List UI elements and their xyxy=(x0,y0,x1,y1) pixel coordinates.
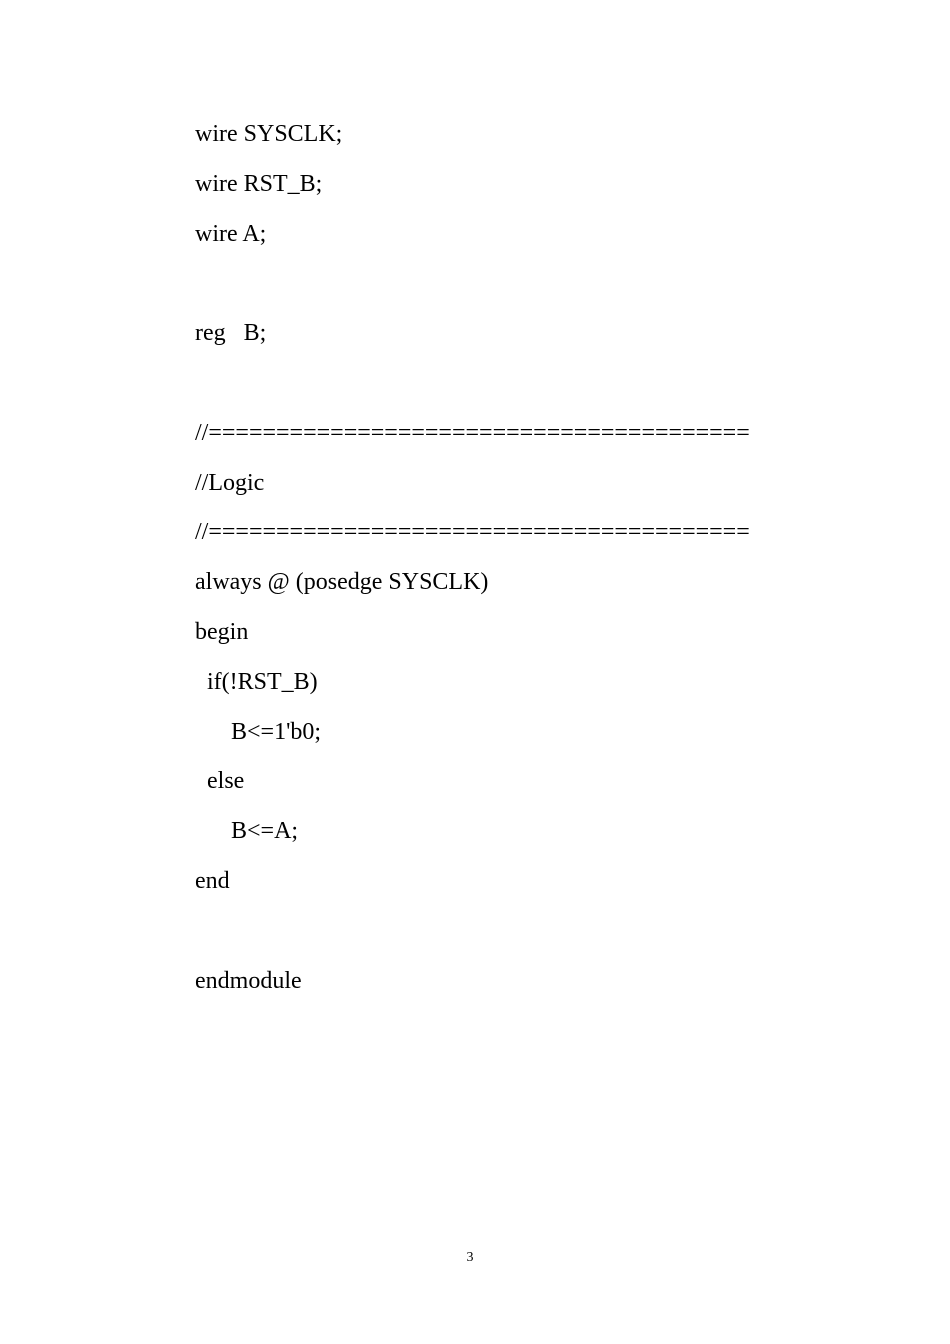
code-line: end xyxy=(195,867,230,894)
code-line: if(!RST_B) xyxy=(195,668,318,695)
code-line: wire A; xyxy=(195,220,267,247)
code-line: B<=1'b0; xyxy=(195,718,322,745)
code-line: always @ (posedge SYSCLK) xyxy=(195,569,489,596)
code-line: else xyxy=(195,768,245,795)
code-line: B<=A; xyxy=(195,818,299,845)
comment-divider: //======================================== xyxy=(195,419,750,446)
comment-divider: //======================================== xyxy=(195,519,750,546)
code-line: wire RST_B; xyxy=(195,170,323,197)
verilog-code-block xyxy=(195,114,835,1010)
blank-line xyxy=(195,363,835,413)
code-line: reg B; xyxy=(195,320,267,347)
code-line: begin xyxy=(195,618,249,645)
page-number: 3 xyxy=(466,1250,474,1265)
code-line: wire SYSCLK; xyxy=(195,121,343,147)
blank-line xyxy=(195,911,835,961)
code-line: endmodule xyxy=(195,967,302,994)
comment-line: //Logic xyxy=(195,469,265,496)
blank-line xyxy=(195,263,835,313)
